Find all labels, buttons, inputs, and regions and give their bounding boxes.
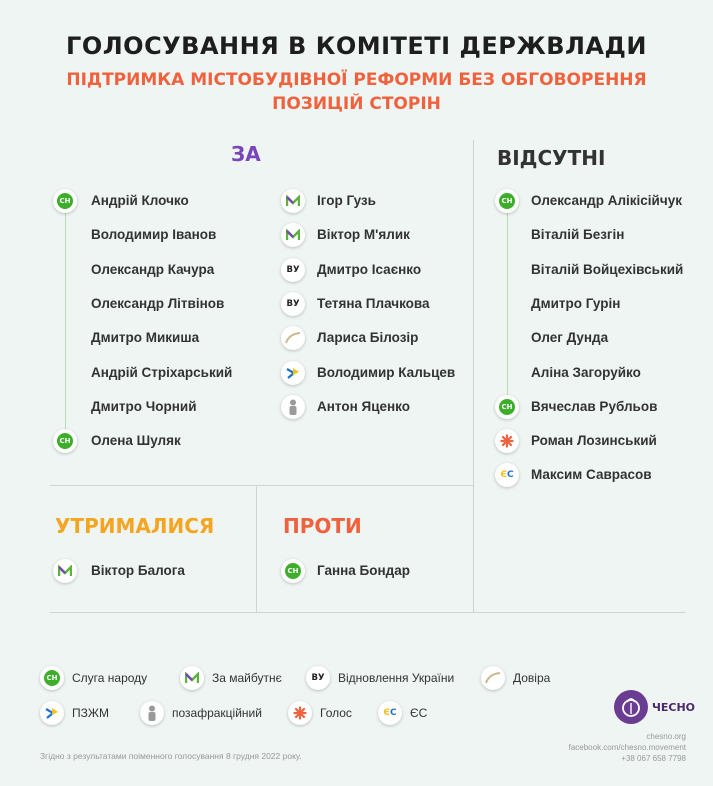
logo-text: ЧЕСНО xyxy=(652,701,696,714)
za-maibutnie-icon xyxy=(53,559,77,583)
legend-label: Відновлення України xyxy=(338,671,455,685)
page-title: ГОЛОСУВАННЯ В КОМІТЕТІ ДЕРЖВЛАДИ xyxy=(66,32,647,60)
member-name: Віктор Балога xyxy=(91,563,185,578)
pozafraktsiinyi-icon xyxy=(281,395,305,419)
legend-label: ПЗЖМ xyxy=(72,706,109,720)
sluha-narodu-icon: СН xyxy=(495,189,519,213)
footer-note: Згідно з результатами поіменного голосування 8 грудня 2022 року. xyxy=(40,751,302,761)
sluha-narodu-icon: СН xyxy=(495,395,519,419)
member-name: Максим Саврасов xyxy=(531,467,652,483)
vidnovlennia-ukrainy-icon: ВУ xyxy=(281,258,305,282)
yevropeiska-solidarnist-icon: ЄС xyxy=(495,463,519,487)
member-name: Дмитро Гурін xyxy=(531,295,621,311)
sluha-narodu-icon: СН xyxy=(40,666,64,690)
sluha-narodu-icon: СН xyxy=(53,429,77,453)
pzzhm-icon xyxy=(281,361,305,385)
za-maibutnie-icon xyxy=(281,223,305,247)
faction-connector-line xyxy=(65,201,66,441)
member-name: Дмитро Ісаєнко xyxy=(317,261,422,277)
heading-za: ЗА xyxy=(231,142,261,166)
heading-abstain: УТРИМАЛИСЯ xyxy=(55,514,215,538)
faction-connector-line xyxy=(507,201,508,407)
member-name: Олена Шуляк xyxy=(91,433,181,449)
yevropeiska-solidarnist-icon: ЄС xyxy=(378,701,402,725)
page-subtitle: ПІДТРИМКА МІСТОБУДІВНОЇ РЕФОРМИ БЕЗ ОБГОВОРЕННЯ ПОЗИЦІЙ СТОРІН xyxy=(66,70,647,114)
member-name: Аліна Загоруйко xyxy=(531,364,641,380)
sluha-narodu-icon: СН xyxy=(281,559,305,583)
facebook-link[interactable]: facebook.com/chesno.movement xyxy=(568,743,686,752)
member-name: Олег Дунда xyxy=(531,330,609,346)
za-maibutnie-icon xyxy=(180,666,204,690)
member-name: Олександр Літвінов xyxy=(91,295,225,311)
section-divider xyxy=(50,485,473,486)
legend-label: Голос xyxy=(320,706,352,720)
member-name: Олександр Алікісійчук xyxy=(531,193,682,208)
legend-label: позафракційний xyxy=(172,706,262,720)
legend-label: За майбутнє xyxy=(212,671,282,685)
member-name: Віталій Войцехівський xyxy=(531,261,684,277)
vidnovlennia-ukrainy-icon: ВУ xyxy=(306,666,330,690)
legend-label: ЄС xyxy=(410,706,428,720)
member-name: Вячеслав Рубльов xyxy=(531,398,658,414)
legend-label: Довіра xyxy=(513,671,551,685)
member-name: Лариса Білозір xyxy=(317,330,419,346)
member-name: Дмитро Микиша xyxy=(91,330,200,346)
golos-icon xyxy=(288,701,312,725)
dovira-icon xyxy=(481,666,505,690)
member-name: Андрій Стріхарський xyxy=(91,364,233,380)
heading-absent: ВІДСУТНІ xyxy=(497,146,606,170)
heading-against: ПРОТИ xyxy=(283,514,362,538)
member-name: Віктор М'ялик xyxy=(317,227,410,243)
member-name: Роман Лозинський xyxy=(531,433,657,449)
member-name: Ігор Гузь xyxy=(317,193,376,208)
member-name: Володимир Кальцев xyxy=(317,364,456,380)
golos-icon xyxy=(495,429,519,453)
sluha-narodu-icon: СН xyxy=(53,189,77,213)
member-name: Дмитро Чорний xyxy=(91,398,197,414)
legend-label: Слуга народу xyxy=(72,671,148,685)
pozafraktsiinyi-icon xyxy=(140,701,164,725)
column-divider xyxy=(473,140,474,612)
section-divider xyxy=(256,485,257,612)
vidnovlennia-ukrainy-icon: ВУ xyxy=(281,292,305,316)
member-name: Олександр Качура xyxy=(91,261,215,277)
chesno-logo xyxy=(614,690,648,724)
member-name: Віталій Безгін xyxy=(531,227,625,243)
site-link[interactable]: chesno.org xyxy=(646,732,686,741)
member-name: Антон Яценко xyxy=(317,398,410,414)
dovira-icon xyxy=(281,326,305,350)
phone-number: +38 067 658 7798 xyxy=(621,754,686,763)
member-name: Андрій Клочко xyxy=(91,193,189,208)
pzzhm-icon xyxy=(40,701,64,725)
member-name: Володимир Іванов xyxy=(91,227,217,243)
contacts xyxy=(569,731,686,764)
member-name: Ганна Бондар xyxy=(317,563,410,578)
za-maibutnie-icon xyxy=(281,189,305,213)
bottom-divider xyxy=(50,612,685,613)
member-name: Тетяна Плачкова xyxy=(317,295,430,311)
